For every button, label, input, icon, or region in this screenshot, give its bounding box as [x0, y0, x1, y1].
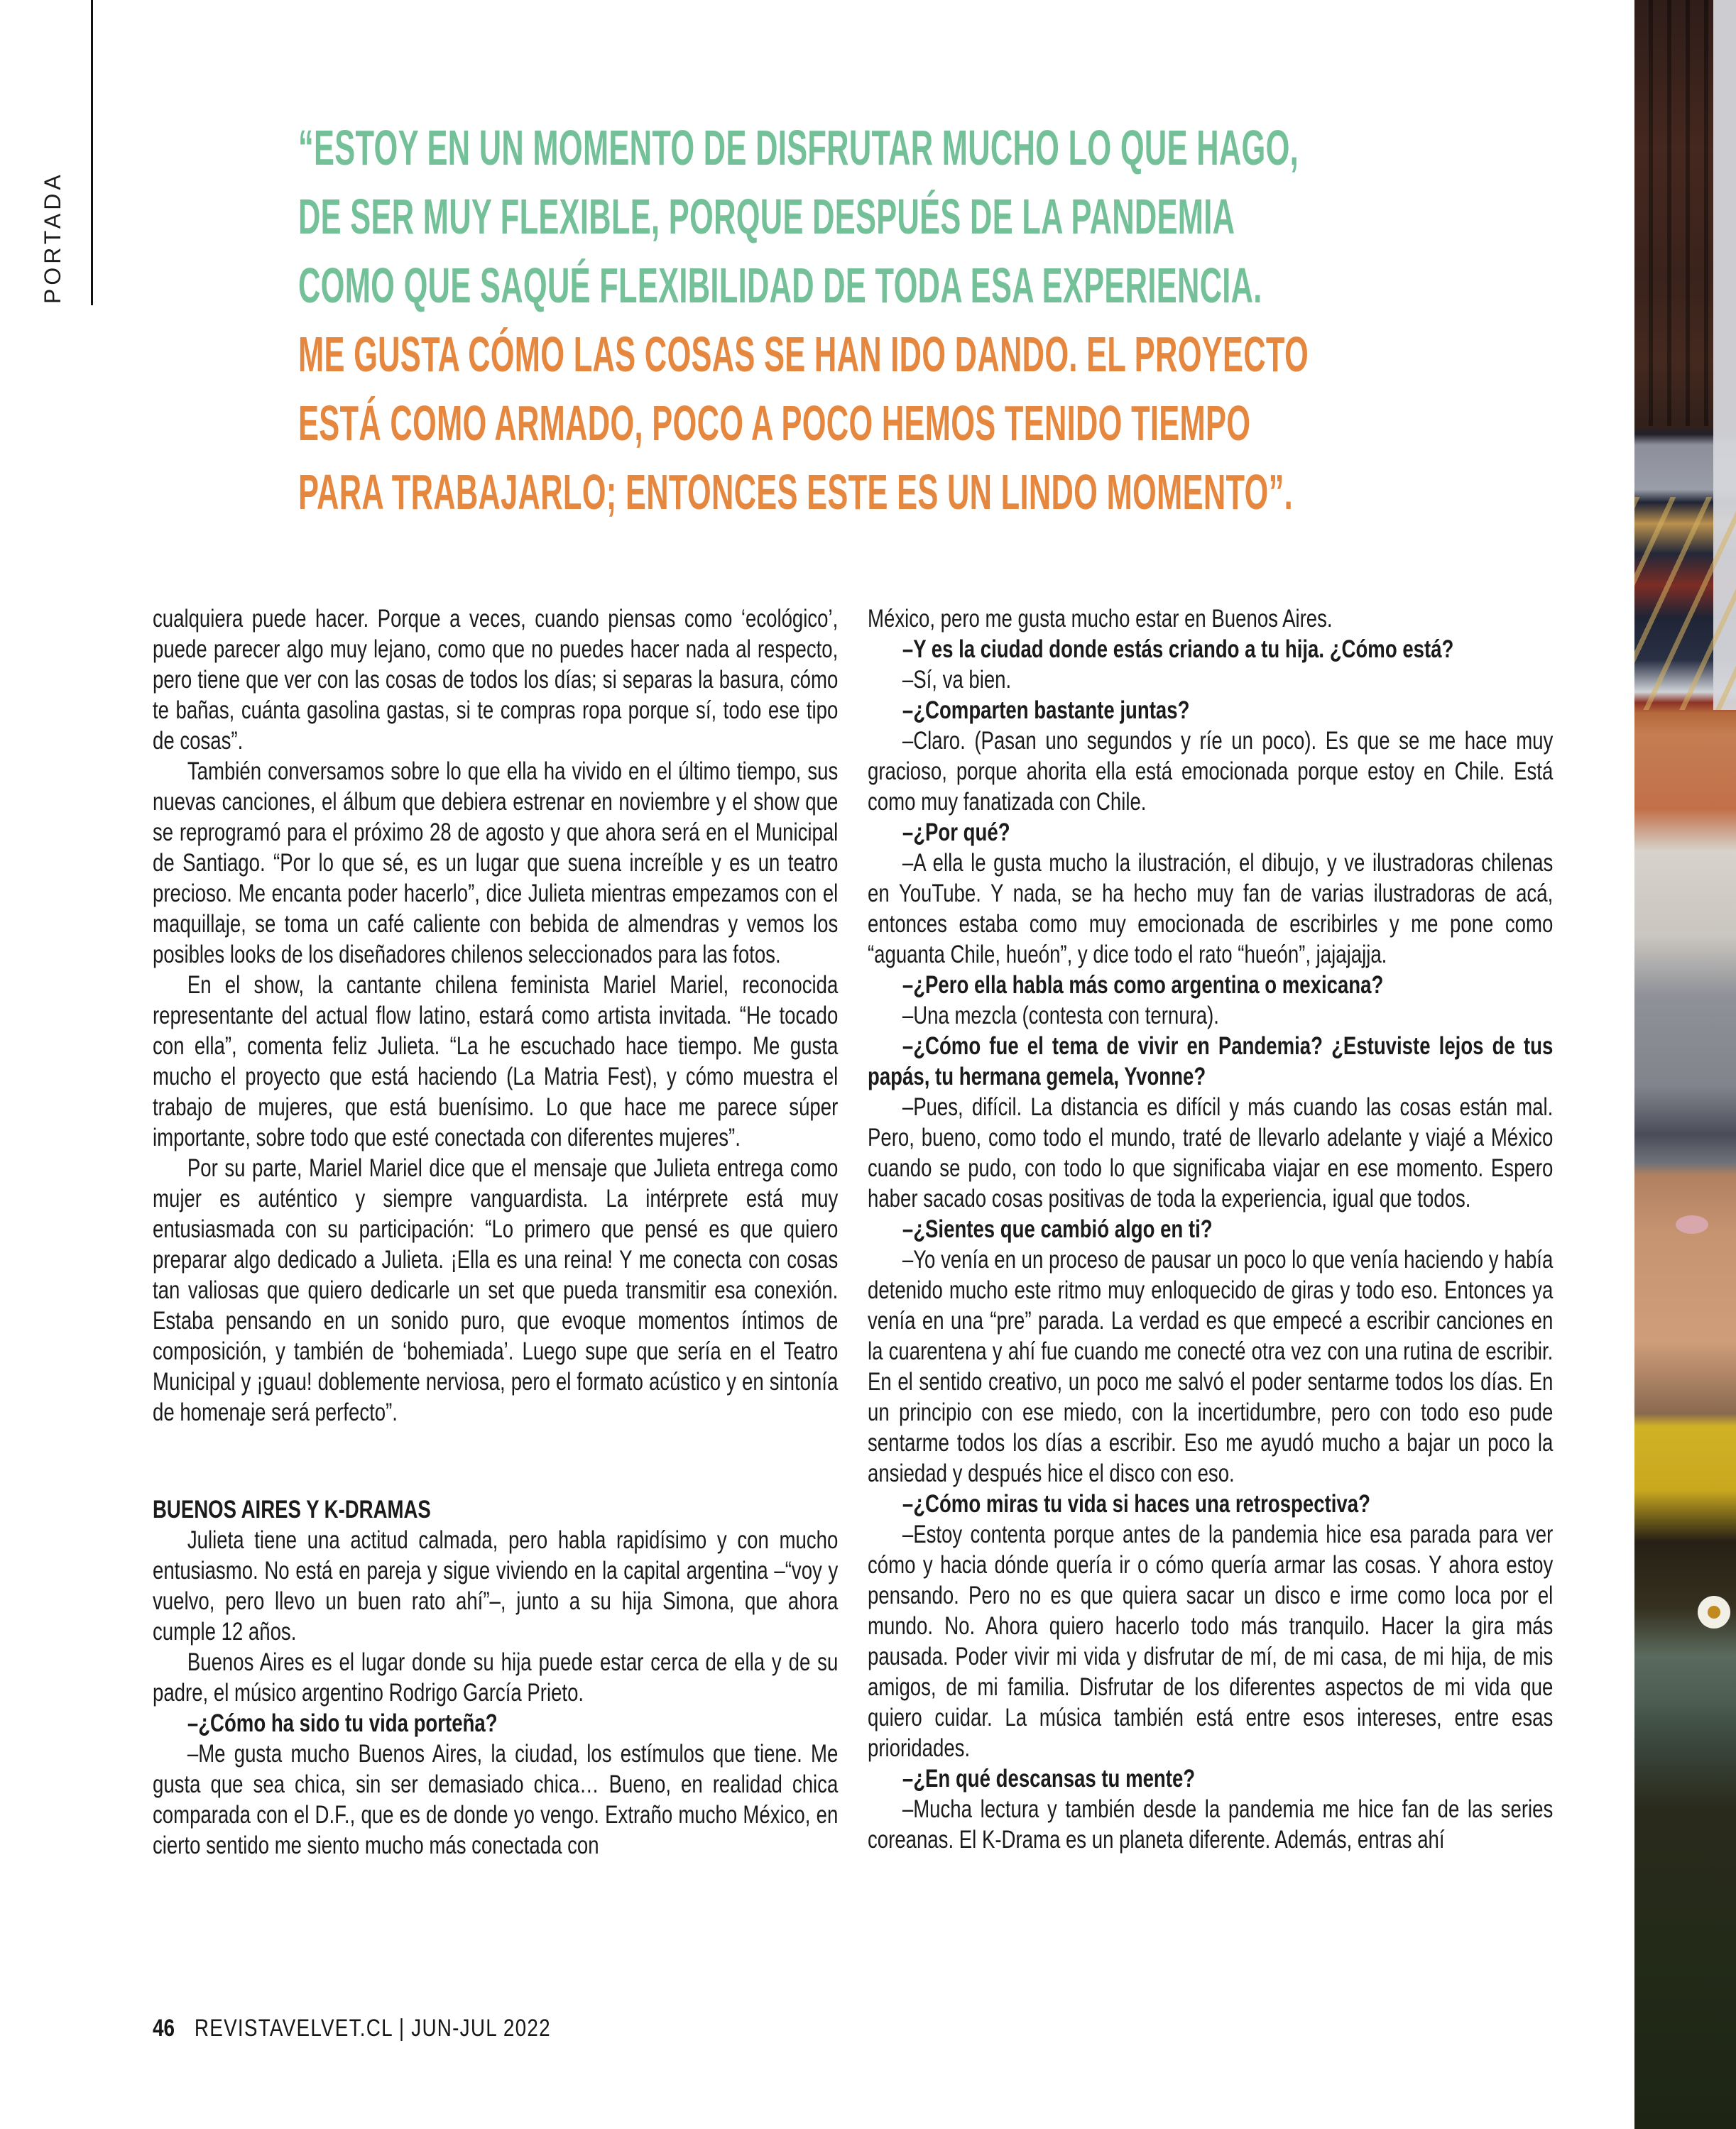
article-left-column	[153, 603, 838, 1861]
article-paragraph: –Claro. (Pasan uno segundos y ríe un poco). Es que se me hace muy gracioso, porque ahorita ella está emocionada porque estoy en Chile. Está como muy fanatizada con Chile.	[868, 727, 1554, 816]
article-paragraph: En el show, la cantante chilena feminista Mariel Mariel, reconocida representante del actual flow latino, estará como artista invitada. “He tocado con ella”, comenta feliz Julieta. “La he escuchado hace tiempo. Me gusta mucho el proyecto que está haciendo (La Matria Fest), y cómo muestra el trabajo de mujeres, que está buenísimo. Lo que hace me parece súper importante, sobre todo que esté conectada con diferentes mujeres”.	[153, 971, 839, 1151]
article-paragraph: –¿Cómo miras tu vida si haces una retrospectiva?	[902, 1490, 1370, 1518]
article-paragraph: Julieta tiene una actitud calmada, pero habla rapidísimo y con mucho entusiasmo. No está en pareja y sigue viviendo en la capital argentina –“voy y vuelvo, pero llevo un buen rato ahí”–, junto a su hija Simona, que ahora cumple 12 años.	[153, 1526, 839, 1646]
pull-quote-line: ME GUSTA CÓMO LAS COSAS SE HAN IDO DANDO. EL PROYECTO	[298, 327, 1309, 382]
page-footer	[153, 2015, 551, 2042]
pull-quote-line: DE SER MUY FLEXIBLE, PORQUE DESPUÉS DE LA PANDEMIA	[298, 189, 1235, 244]
article-paragraph: –Una mezcla (contesta con ternura).	[902, 1002, 1219, 1029]
article-paragraph: –¿Cómo ha sido tu vida porteña?	[187, 1709, 498, 1737]
pull-quote-teal	[298, 114, 1309, 320]
article-paragraph: cualquiera puede hacer. Porque a veces, cuando piensas como ‘ecológico’, puede parecer algo muy lejano, como que no puedes hacer nada al respecto, pero tiene que ver con las cosas de todos los días; si separas la basura, cómo te bañas, cuánta gasolina gastas, si te compras ropa porque sí, todo ese tipo de cosas”.	[153, 605, 839, 755]
pull-quote-line: COMO QUE SAQUÉ FLEXIBILIDAD DE TODA ESA EXPERIENCIA.	[298, 258, 1262, 313]
book-spines-texture	[1634, 0, 1713, 426]
article-paragraph: –¿Comparten bastante juntas?	[902, 696, 1190, 724]
footer-site-line: REVISTAVELVET.CL | JUN-JUL 2022	[194, 2015, 551, 2042]
article-paragraph: –Estoy contenta porque antes de la pandemia hice esa parada para ver cómo y hacia dónde quería ir o cómo quería armar las cosas. Y ahora estoy pensando. Pero no es que quiera sacar un disco e irme como loca por el mundo. No. Ahora quiero hacerlo todo más tranquilo. Hacer la gira más pausada. Poder vivir mi vida y disfrutar de mí, de mi casa, de mi hija, de mis amigos, de mi familia. Disfrutar de los diferentes aspectos de mi vida que quiero cuidar. La música también está entre esos intereses, entre esas prioridades.	[868, 1521, 1554, 1762]
article-paragraph: –¿Por qué?	[902, 819, 1010, 846]
section-label-portada: PORTADA	[40, 171, 65, 304]
article-paragraph: BUENOS AIRES Y K-DRAMAS	[153, 1496, 431, 1523]
page-number: 46	[153, 2015, 175, 2042]
article-paragraph: –¿Cómo fue el tema de vivir en Pandemia? ¿Estuviste lejos de tus papás, tu hermana gemela, Yvonne?	[868, 1032, 1554, 1090]
article-paragraph: –A ella le gusta mucho la ilustración, el dibujo, y ve ilustradoras chilenas en YouTube. Y nada, se ha hecho muy fan de varias ilustradoras de acá, entonces estaba como muy emocionada de escribirles y me pone como “aguanta Chile, hueón”, y dice todo el rato “hueón”, jajajajja.	[868, 849, 1554, 968]
pull-quote-line: PARA TRABAJARLO; ENTONCES ESTE ES UN LINDO MOMENTO”.	[298, 464, 1293, 520]
pull-quote	[298, 114, 1309, 527]
article-paragraph: También conversamos sobre lo que ella ha vivido en el último tiempo, sus nuevas canciones, el álbum que debiera estrenar en noviembre y el show que se reprogramó para el próximo 28 de agosto y que ahora será en el Municipal de Santiago. “Por lo que sé, es un lugar que suena increíble y es un teatro precioso. Me encanta poder hacerlo”, dice Julieta mientras empezamos con el maquillaje, se toma un café caliente con bebida de almendras y vemos los posibles looks de los diseñadores chilenos seleccionados para las fotos.	[153, 757, 839, 968]
pull-quote-orange	[298, 320, 1309, 527]
article-paragraph: Por su parte, Mariel Mariel dice que el mensaje que Julieta entrega como mujer es auténtico y siempre vanguardista. La intérprete está muy entusiasmada con su participación: “Lo primero que pensé es que quiero preparar algo dedicado a Julieta. ¡Ella es una reina! Y me conecta con cosas tan valiosas que quiero dedicarle un set que pueda transmitir esa conexión. Estaba pensando en un sonido puro, que evoque momentos íntimos de composición, y también de ‘bohemiada’. Luego supe que sería en el Teatro Municipal y ¡guau! doblemente nerviosa, pero el formato acústico y en sintonía de homenaje será perfecto”.	[153, 1154, 839, 1426]
article-right-column	[868, 603, 1553, 1855]
section-divider-rule	[91, 0, 93, 305]
article-paragraph: –Me gusta mucho Buenos Aires, la ciudad, los estímulos que tiene. Me gusta que sea chica, sin ser demasiado chica… Bueno, en realidad chica comparada con el D.F., que es de donde yo vengo. Extraño mucho México, en cierto sentido me siento mucho más conectada con	[153, 1740, 839, 1859]
article-paragraph: –¿Pero ella habla más como argentina o mexicana?	[902, 971, 1384, 999]
article-paragraph: –¿En qué descansas tu mente?	[902, 1765, 1196, 1793]
pull-quote-line: ESTÁ COMO ARMADO, POCO A POCO HEMOS TENIDO TIEMPO	[298, 395, 1251, 451]
article-paragraph: Buenos Aires es el lugar donde su hija puede estar cerca de ella y de su padre, el músico argentino Rodrigo García Prieto.	[153, 1648, 839, 1707]
article-paragraph: –Sí, va bien.	[902, 666, 1012, 694]
article-paragraph: –Pues, difícil. La distancia es difícil y más cuando las cosas están mal. Pero, bueno, como todo el mundo, traté de llevarlo adelante y viajé a México cuando se pudo, con todo lo que significaba viajar en ese momento. Espero haber sacado cosas positivas de toda la experiencia, igual que todos.	[868, 1093, 1554, 1213]
pull-quote-line: “ESTOY EN UN MOMENTO DE DISFRUTAR MUCHO LO QUE HAGO,	[298, 120, 1299, 175]
manicured-nail-detail	[1676, 1215, 1708, 1234]
article-paragraph: –¿Sientes que cambió algo en ti?	[902, 1215, 1213, 1243]
article-paragraph: –Y es la ciudad donde estás criando a tu hija. ¿Cómo está?	[902, 635, 1454, 663]
article-paragraph: –Mucha lectura y también desde la pandemia me hice fan de las series coreanas. El K-Drama es un planeta diferente. Además, entras ahí	[868, 1795, 1554, 1854]
photo-strip	[1634, 0, 1736, 2129]
daisy-flower-detail	[1698, 1596, 1730, 1629]
gilt-book-bands-texture	[1634, 497, 1736, 710]
article-paragraph: México, pero me gusta mucho estar en Buenos Aires.	[868, 605, 1333, 633]
article-paragraph: –Yo venía en un proceso de pausar un poco lo que venía haciendo y había detenido mucho este ritmo muy enloquecido de giras y todo eso. Entonces ya venía en una “pre” parada. La verdad es que empecé a escribir canciones en la cuarentena y ahí fue cuando me conecté otra vez con una rutina de escribir. En el sentido creativo, un poco me salvó el poder sentarme todos los días. En un principio con ese miedo, con la incertidumbre, pero con todo eso pude sentarme todos los días a escribir. Eso me ayudó mucho a bajar un poco la ansiedad y después hice el disco con eso.	[868, 1246, 1554, 1487]
